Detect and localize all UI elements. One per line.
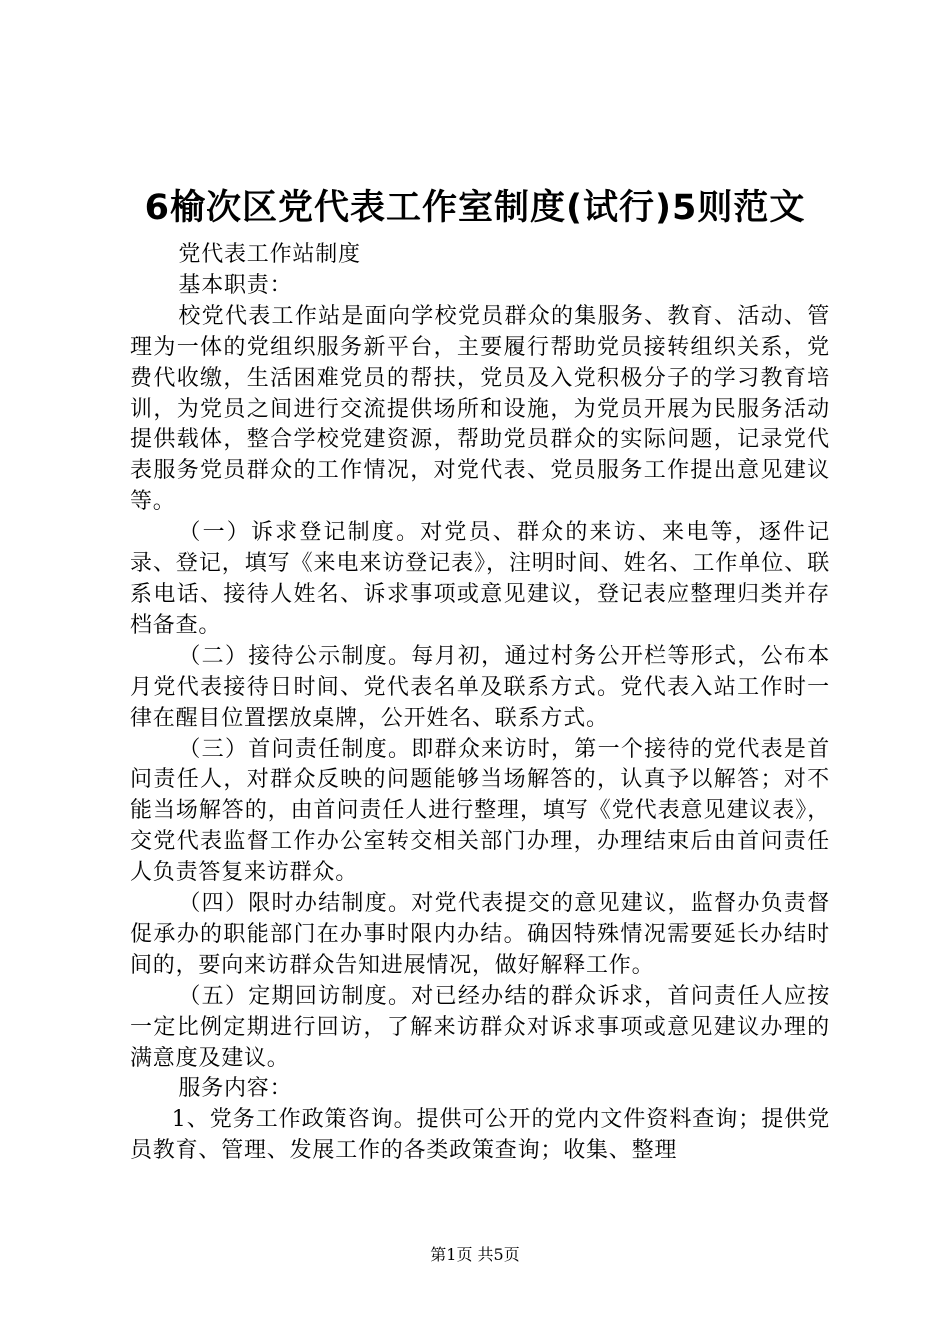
subsection-heading: 基本职责： [178, 272, 293, 298]
body-paragraph: （三）首问责任制度。即群众来访时，第一个接待的党代表是首问责任人，对群众反映的问题能够当场解答的，认真予以解答；对不能当场解答的，由首问责任人进行整理，填写《党代表意见建议表》，交党代表监督工作办公室转交相关部门办理，办理结束后由首问责任人负责答复来访群众。 [130, 736, 830, 886]
subsection-heading: 服务内容： [178, 1076, 293, 1102]
body-paragraph: （五）定期回访制度。对已经办结的群众诉求，首问责任人应按一定比例定期进行回访，了解来访群众对诉求事项或意见建议办理的满意度及建议。 [130, 983, 830, 1071]
body-paragraph: 1、党务工作政策咨询。提供可公开的党内文件资料查询；提供党员教育、管理、发展工作的各类政策查询；收集、整理 [130, 1107, 830, 1164]
body-paragraph: 校党代表工作站是面向学校党员群众的集服务、教育、活动、管理为一体的党组织服务新平台，主要履行帮助党员接转组织关系，党费代收缴，生活困难党员的帮扶，党员及入党积极分子的学习教育培训，为党员之间进行交流提供场所和设施，为党员开展为民服务活动提供载体，整合学校党建资源，帮助党员群众的实际问题，记录党代表服务党员群众的工作情况，对党代表、党员服务工作提出意见建议等。 [130, 303, 830, 515]
body-paragraph: （四）限时办结制度。对党代表提交的意见建议，监督办负责督促承办的职能部门在办事时限内办结。确因特殊情况需要延长办结时间的，要向来访群众告知进展情况，做好解释工作。 [130, 891, 830, 978]
body-paragraph: （二）接待公示制度。每月初，通过村务公开栏等形式，公布本月党代表接待日时间、党代表名单及联系方式。党代表入站工作时一律在醒目位置摆放桌牌，公开姓名、联系方式。 [130, 643, 830, 731]
body-paragraph: （一）诉求登记制度。对党员、群众的来访、来电等，逐件记录、登记，填写《来电来访登记表》，注明时间、姓名、工作单位、联系电话、接待人姓名、诉求事项或意见建议，登记表应整理归类并存档备查。 [130, 520, 830, 638]
page-footer: 第1页 共5页 [430, 1245, 520, 1264]
section-heading: 党代表工作站制度 [178, 242, 361, 267]
document-title: 6榆次区党代表工作室制度(试行)5则范文 [144, 188, 806, 228]
document-body [130, 240, 830, 1167]
